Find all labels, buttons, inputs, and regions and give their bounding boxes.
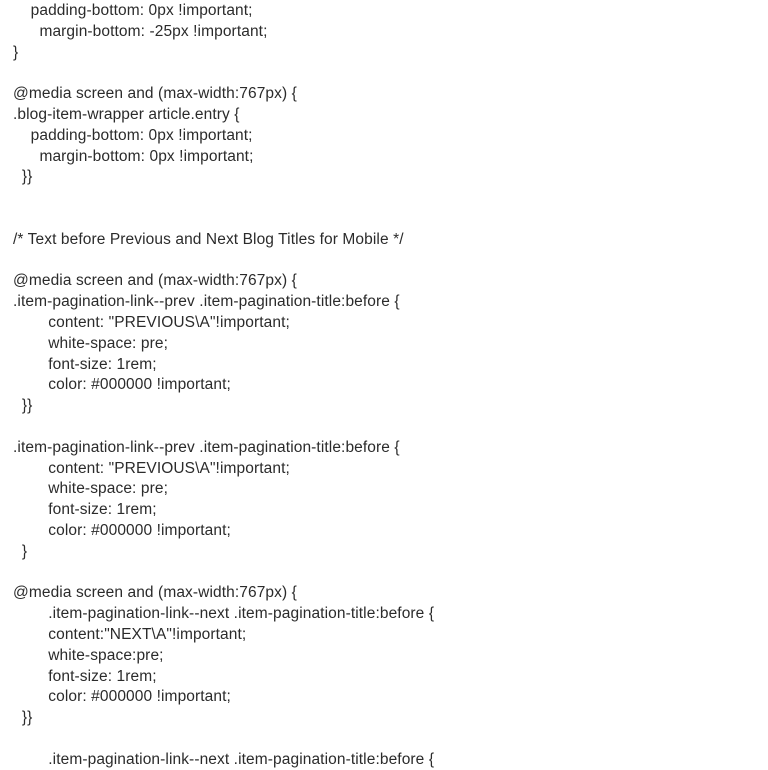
code-line: .item-pagination-link--prev .item-pagination-title:before { (13, 293, 400, 311)
blank-line (13, 729, 768, 750)
code-line: content: "PREVIOUS\A"!important; (13, 459, 290, 477)
code-line: }} (13, 709, 33, 727)
blank-line (13, 209, 768, 230)
code-line: .item-pagination-link--next .item-pagination-title:before { (13, 605, 435, 623)
code-line: .item-pagination-link--next .item-pagination-title:before { (13, 750, 435, 768)
code-line: @media screen and (max-width:767px) { (13, 272, 297, 290)
code-line: @media screen and (max-width:767px) { (13, 584, 297, 602)
code-line: white-space:pre; (13, 646, 164, 664)
blank-line (13, 188, 768, 209)
code-line: color: #000000 !important; (13, 376, 231, 394)
code-document[interactable] (13, 1, 768, 770)
code-line: .blog-item-wrapper article.entry { (13, 105, 240, 123)
code-line: color: #000000 !important; (13, 521, 231, 539)
code-line: content: "PREVIOUS\A"!important; (13, 313, 290, 331)
code-line: content:"NEXT\A"!important; (13, 625, 247, 643)
code-comment-line: /* Text before Previous and Next Blog Titles for Mobile */ (13, 230, 404, 248)
blank-line (13, 63, 768, 84)
blank-line (13, 563, 768, 584)
code-line: } (13, 43, 19, 61)
code-line: }} (13, 397, 33, 415)
code-line: color: #000000 !important; (13, 688, 231, 706)
code-line: font-size: 1rem; (13, 501, 157, 519)
code-line: font-size: 1rem; (13, 355, 157, 373)
blank-line (13, 417, 768, 438)
code-line: } (13, 542, 28, 560)
code-line: white-space: pre; (13, 334, 168, 352)
code-line: padding-bottom: 0px !important; (13, 2, 253, 19)
blank-line (13, 251, 768, 272)
code-line: @media screen and (max-width:767px) { (13, 85, 297, 103)
code-line: }} (13, 168, 33, 186)
code-line: font-size: 1rem; (13, 667, 157, 685)
code-line: margin-bottom: -25px !important; (13, 22, 268, 40)
code-line: .item-pagination-link--prev .item-pagination-title:before { (13, 438, 400, 456)
code-line: white-space: pre; (13, 480, 168, 498)
code-line: padding-bottom: 0px !important; (13, 126, 253, 144)
code-line: margin-bottom: 0px !important; (13, 147, 254, 165)
